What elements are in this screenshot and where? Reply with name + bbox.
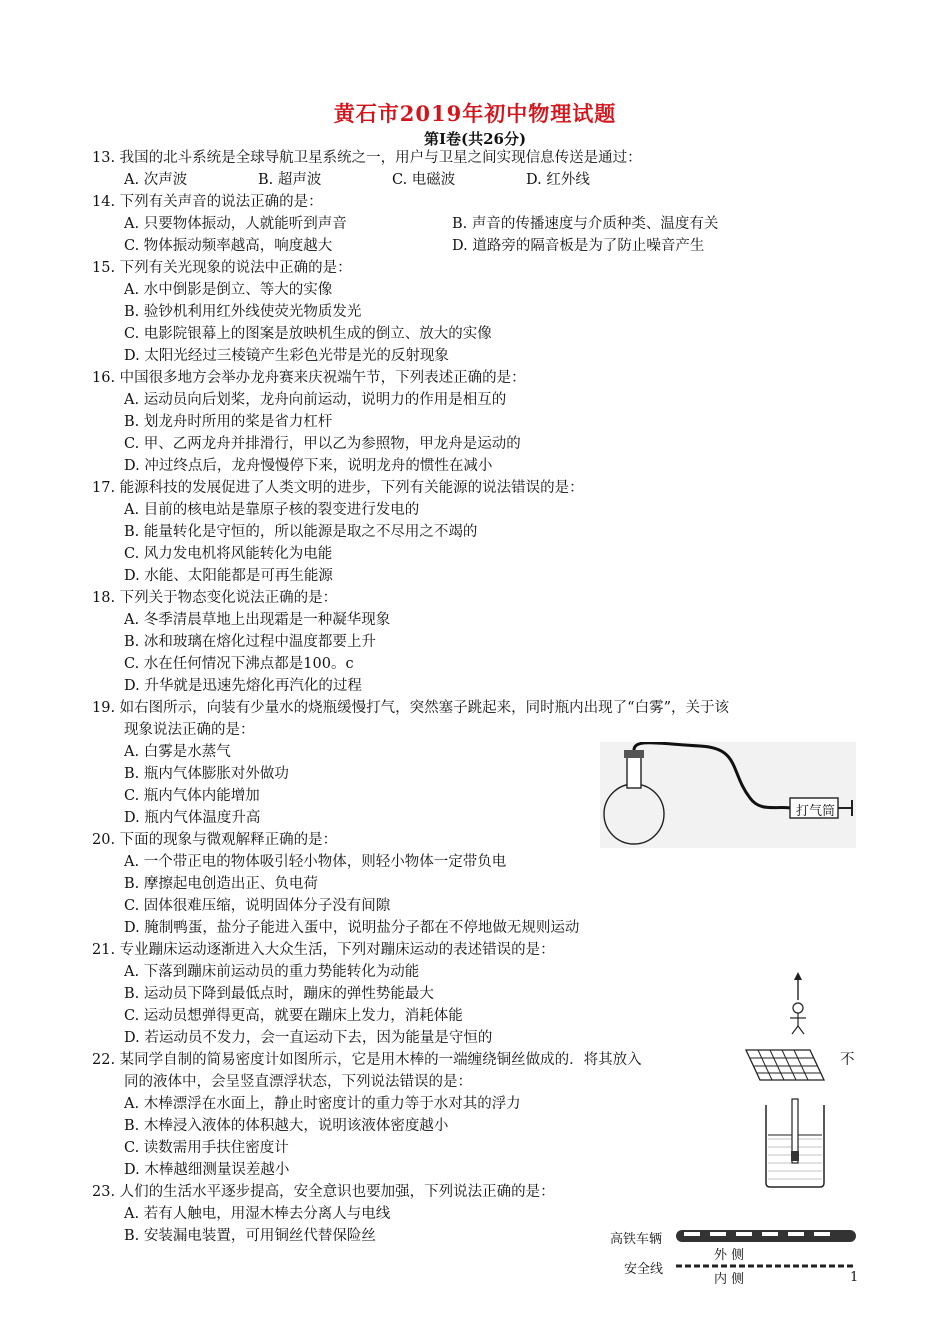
question-23-option-b: B. 安装漏电装置，可用铜丝代替保险丝 — [124, 1228, 376, 1244]
question-14-option-d: D. 道路旁的隔音板是为了防止噪音产生 — [452, 238, 705, 254]
beaker-illustration — [760, 1095, 830, 1190]
question-17-option-d: D. 水能、太阳能都是可再生能源 — [124, 568, 333, 584]
question-21-stem: 21. 专业蹦床运动逐渐进入大众生活，下列对蹦床运动的表述错误的是： — [92, 942, 555, 958]
question-21-option-d: D. 若运动员不发力，会一直运动下去，因为能量是守恒的 — [124, 1030, 493, 1046]
question-23-option-a: A. 若有人触电，用湿木棒去分离人与电线 — [124, 1206, 391, 1222]
question-22-option-d: D. 木棒越细测量误差越小 — [124, 1162, 290, 1178]
question-13-option-b: B. 超声波 — [258, 172, 322, 188]
question-19-option-a: A. 白雾是水蒸气 — [124, 744, 231, 760]
question-22-option-c: C. 读数需用手扶住密度计 — [124, 1140, 289, 1156]
question-16-option-b: B. 划龙舟时所用的桨是省力杠杆 — [124, 414, 333, 430]
question-16-option-a: A. 运动员向后划桨，龙舟向前运动，说明力的作用是相互的 — [124, 392, 507, 408]
question-19-option-c: C. 瓶内气体内能增加 — [124, 788, 260, 804]
question-17-option-c: C. 风力发电机将风能转化为电能 — [124, 546, 333, 562]
question-18-option-d: D. 升华就是迅速先熔化再汽化的过程 — [124, 678, 362, 694]
question-22-stem-continued: 同的液体中，会呈竖直漂浮状态，下列说法错误的是： — [124, 1074, 472, 1090]
outer-side-label: 外 侧 — [714, 1248, 745, 1263]
question-20-stem: 20. 下面的现象与微观解释正确的是： — [92, 832, 338, 848]
question-18-option-c: C. 水在任何情况下沸点都是100。c — [124, 656, 354, 672]
trampoline-figure — [740, 970, 830, 1090]
question-17-option-a: A. 目前的核电站是靠原子核的裂变进行发电的 — [124, 502, 420, 518]
train-platform-figure — [600, 1224, 860, 1287]
inner-side-label: 内 侧 — [714, 1272, 745, 1287]
question-17-stem: 17. 能源科技的发展促进了人类文明的进步，下列有关能源的说法错误的是： — [92, 480, 584, 496]
question-15-stem: 15. 下列有关光现象的说法中正确的是： — [92, 260, 352, 276]
question-13-option-d: D. 红外线 — [526, 172, 590, 188]
question-22-option-a: A. 木棒漂浮在水面上，静止时密度计的重力等于水对其的浮力 — [124, 1096, 521, 1112]
page-title: 黄石市2019年初中物理试题 — [333, 101, 617, 126]
flask-pump-figure — [600, 742, 856, 848]
question-13-option-a: A. 次声波 — [124, 172, 188, 188]
question-14-option-c: C. 物体振动频率越高，响度越大 — [124, 238, 333, 254]
trampoline-illustration — [740, 970, 830, 1090]
question-18-option-a: A. 冬季清晨草地上出现霜是一种凝华现象 — [124, 612, 391, 628]
question-19-stem-continued: 现象说法正确的是： — [124, 722, 255, 738]
question-21-option-a: A. 下落到蹦床前运动员的重力势能转化为动能 — [124, 964, 420, 980]
question-19-option-b: B. 瓶内气体膨胀对外做功 — [124, 766, 289, 782]
flask-pump-illustration — [600, 742, 856, 848]
question-18-option-b: B. 冰和玻璃在熔化过程中温度都要上升 — [124, 634, 376, 650]
safety-line-label: 安全线 — [624, 1262, 664, 1277]
section-title: 第I卷(共26分) — [423, 130, 527, 148]
question-13-stem: 13. 我国的北斗系统是全球导航卫星系统之一，用户与卫星之间实现信息传送是通过： — [92, 150, 642, 166]
beaker-densimeter-figure — [760, 1095, 830, 1190]
question-22-stem-tail: 不 — [840, 1052, 855, 1068]
question-22-stem: 22. 某同学自制的简易密度计如图所示，它是用木棒的一端缠绕铜丝做成的．将其放入 — [92, 1052, 642, 1068]
question-16-option-c: C. 甲、乙两龙舟并排滑行，甲以乙为参照物，甲龙舟是运动的 — [124, 436, 521, 452]
question-21-option-c: C. 运动员想弹得更高，就要在蹦床上发力，消耗体能 — [124, 1008, 463, 1024]
question-22-option-b: B. 木棒浸入液体的体积越大，说明该液体密度越小 — [124, 1118, 449, 1134]
question-20-option-d: D. 腌制鸭蛋，盐分子能进入蛋中，说明盐分子都在不停地做无规则运动 — [124, 920, 580, 936]
question-14-stem: 14. 下列有关声音的说法正确的是： — [92, 194, 323, 210]
question-18-stem: 18. 下列关于物态变化说法正确的是： — [92, 590, 338, 606]
question-13-option-c: C. 电磁波 — [392, 172, 456, 188]
question-15-option-b: B. 验钞机利用红外线使荧光物质发光 — [124, 304, 362, 320]
question-15-option-a: A. 水中倒影是倒立、等大的实像 — [124, 282, 333, 298]
question-15-option-c: C. 电影院银幕上的图案是放映机生成的倒立、放大的实像 — [124, 326, 492, 342]
question-14-option-b: B. 声音的传播速度与介质种类、温度有关 — [452, 216, 719, 232]
question-16-stem: 16. 中国很多地方会举办龙舟赛来庆祝端午节，下列表述正确的是： — [92, 370, 526, 386]
question-20-option-b: B. 摩擦起电创造出正、负电荷 — [124, 876, 318, 892]
question-17-option-b: B. 能量转化是守恒的，所以能源是取之不尽用之不竭的 — [124, 524, 478, 540]
question-14-option-a: A. 只要物体振动，人就能听到声音 — [124, 216, 347, 232]
question-16-option-d: D. 冲过终点后，龙舟慢慢停下来，说明龙舟的惯性在减小 — [124, 458, 493, 474]
question-20-option-c: C. 固体很难压缩，说明固体分子没有间隙 — [124, 898, 391, 914]
question-15-option-d: D. 太阳光经过三棱镜产生彩色光带是光的反射现象 — [124, 348, 449, 364]
question-20-option-a: A. 一个带正电的物体吸引轻小物体，则轻小物体一定带负电 — [124, 854, 507, 870]
train-label: 高铁车辆 — [610, 1232, 663, 1247]
question-19-stem: 19. 如右图所示，向装有少量水的烧瓶缓慢打气，突然塞子跳起来，同时瓶内出现了“白雾”，关于该 — [92, 700, 729, 716]
question-23-stem: 23. 人们的生活水平逐步提高，安全意识也要加强，下列说法正确的是： — [92, 1184, 555, 1200]
question-19-option-d: D. 瓶内气体温度升高 — [124, 810, 261, 826]
question-21-option-b: B. 运动员下降到最低点时，蹦床的弹性势能最大 — [124, 986, 434, 1002]
page-number: 1 — [850, 1270, 859, 1285]
pump-label: 打气筒 — [796, 804, 836, 819]
